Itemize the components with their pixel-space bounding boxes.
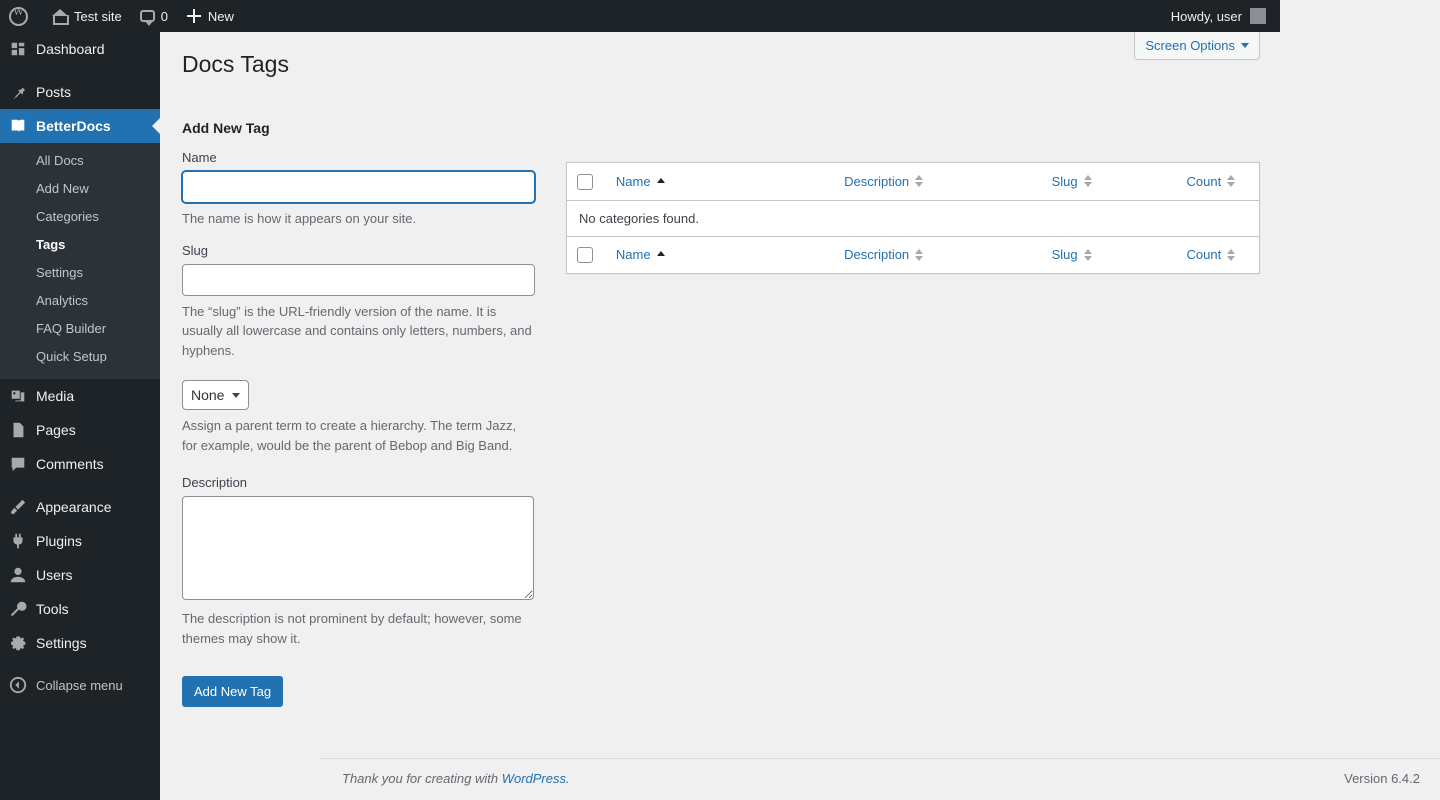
add-new-tag-button[interactable]: Add New Tag <box>182 676 283 707</box>
column-header-count <box>1176 163 1259 201</box>
sort-indicator <box>1084 175 1092 187</box>
brush-icon <box>0 498 36 516</box>
sidebar-item-users[interactable] <box>0 558 160 592</box>
sort-indicator <box>1227 249 1235 261</box>
wordpress-logo-button[interactable] <box>0 0 43 32</box>
tags-table-wrap <box>566 162 1260 274</box>
table-row-empty <box>567 200 1260 236</box>
description-textarea[interactable] <box>182 496 534 600</box>
description-hint: The description is not prominent by default; however, some themes may show it. <box>182 611 522 646</box>
collapse-menu-button[interactable] <box>0 668 160 702</box>
gear-icon <box>0 634 36 652</box>
column-footer-slug <box>1042 236 1177 274</box>
comments-button[interactable] <box>131 0 177 32</box>
sort-indicator <box>915 249 923 261</box>
screen-meta-links <box>1134 32 1260 60</box>
plus-icon <box>186 8 202 24</box>
media-icon <box>0 387 36 405</box>
betterdocs-submenu <box>0 143 160 379</box>
user-icon <box>0 566 36 584</box>
sort-by-count-link-footer[interactable] <box>1186 247 1235 262</box>
name-label: Name <box>182 150 217 165</box>
footer-thanks-prefix: Thank you for creating with <box>342 771 502 786</box>
column-label: Name <box>615 247 651 263</box>
column-footer-description <box>834 236 1041 274</box>
sort-indicator <box>1227 175 1235 187</box>
plug-icon <box>0 532 36 550</box>
parent-description: Assign a parent term to create a hierarchy. The term Jazz, for example, would be the parent of Bebop and Big Band. <box>182 418 517 453</box>
sidebar-item-label: BetterDocs <box>36 118 111 134</box>
slug-field-wrap <box>182 243 542 361</box>
home-icon <box>52 8 68 24</box>
my-account-button[interactable] <box>1162 0 1280 32</box>
sidebar-separator <box>0 66 160 75</box>
column-label: Description <box>844 173 910 189</box>
footer-thanks-suffix: . <box>566 771 570 786</box>
slug-label: Slug <box>182 242 209 258</box>
comments-count: 0 <box>160 8 168 24</box>
sidebar-item-betterdocs[interactable] <box>0 109 160 143</box>
sidebar-item-label: Posts <box>36 84 72 100</box>
avatar <box>1250 8 1266 24</box>
site-name-label: Test site <box>74 8 122 24</box>
column-header-slug <box>1042 163 1177 201</box>
sidebar-item-comments[interactable] <box>0 447 160 481</box>
column-label: Slug <box>1051 173 1078 189</box>
sort-by-name-link[interactable] <box>616 174 665 189</box>
column-footer-name <box>606 236 834 274</box>
column-label: Count <box>1186 247 1222 263</box>
name-input[interactable] <box>182 171 535 203</box>
sidebar-item-settings[interactable] <box>0 626 160 660</box>
column-label: Slug <box>1051 247 1078 263</box>
table-head <box>567 163 1260 201</box>
footer-thanks <box>342 771 570 786</box>
wordpress-logo-icon <box>9 7 28 26</box>
book-icon <box>0 117 36 135</box>
sidebar-item-plugins[interactable] <box>0 524 160 558</box>
screen-options-label: Screen Options <box>1145 38 1235 53</box>
select-all-footer-header <box>567 236 606 274</box>
sort-by-description-link-footer[interactable] <box>844 247 923 262</box>
slug-description: The “slug” is the URL-friendly version of the name. It is usually all lowercase and contains only letters, numbers, and hyphens. <box>182 303 532 358</box>
page-title: Docs Tags <box>182 51 289 77</box>
sort-by-slug-link[interactable] <box>1052 174 1092 189</box>
sidebar-item-label: Users <box>36 567 73 583</box>
admin-footer <box>320 758 1440 800</box>
no-items-message: No categories found. <box>567 200 1260 236</box>
slug-input[interactable] <box>182 264 535 296</box>
sidebar-subitem-quick-setup[interactable]: Quick Setup <box>36 349 107 364</box>
column-header-name <box>606 163 834 201</box>
table-body <box>567 200 1260 236</box>
sidebar-subitem-categories[interactable]: Categories <box>36 209 99 224</box>
parent-select-value: None <box>191 387 225 403</box>
sidebar-item-label: Media <box>36 388 75 404</box>
parent-field-wrap <box>182 380 542 455</box>
site-name-button[interactable] <box>43 0 131 32</box>
sort-by-name-link-footer[interactable] <box>616 247 665 262</box>
description-label: Description <box>182 475 248 490</box>
table-foot <box>567 236 1260 274</box>
sort-indicator <box>915 175 923 187</box>
sidebar-subitem-all-docs[interactable]: All Docs <box>36 153 84 168</box>
sidebar-item-appearance[interactable] <box>0 490 160 524</box>
collapse-icon <box>0 676 36 694</box>
admin-sidebar <box>0 32 160 800</box>
select-all-header <box>567 163 606 201</box>
chevron-down-icon <box>1241 43 1249 48</box>
parent-select[interactable] <box>182 380 249 410</box>
table-header-row <box>567 163 1260 201</box>
sidebar-item-dashboard[interactable] <box>0 32 160 66</box>
new-label: New <box>207 8 234 24</box>
comment-icon <box>0 455 36 473</box>
sort-indicator <box>1084 249 1092 261</box>
footer-version: Version 6.4.2 <box>1344 771 1420 786</box>
page-icon <box>0 421 36 439</box>
column-header-description <box>834 163 1041 201</box>
wrench-icon <box>0 600 36 618</box>
sort-by-description-link[interactable] <box>844 174 923 189</box>
new-content-button[interactable] <box>177 0 243 32</box>
main-content <box>160 32 1420 800</box>
sort-indicator-asc <box>657 251 665 258</box>
pin-icon <box>0 83 36 101</box>
column-footer-count <box>1176 236 1259 274</box>
sidebar-item-label: Comments <box>36 456 104 472</box>
admin-bar <box>0 0 1280 32</box>
sidebar-item-pages[interactable] <box>0 413 160 447</box>
add-tag-form <box>182 120 542 707</box>
description-field-wrap <box>182 475 542 648</box>
sidebar-item-label: Plugins <box>36 533 82 549</box>
wordpress-link[interactable]: WordPress <box>501 771 566 786</box>
column-label: Name <box>615 173 651 189</box>
sidebar-item-media[interactable] <box>0 379 160 413</box>
form-heading: Add New Tag <box>182 120 270 136</box>
table-footer-row <box>567 236 1260 274</box>
sidebar-subitem-tags[interactable]: Tags <box>36 237 66 252</box>
sidebar-item-label: Dashboard <box>36 41 105 57</box>
screen-options-button[interactable] <box>1134 32 1260 60</box>
comment-bubble-icon <box>140 10 155 22</box>
tags-table <box>566 162 1260 274</box>
sidebar-subitem-add-new[interactable]: Add New <box>36 181 89 196</box>
select-all-checkbox[interactable] <box>577 174 593 190</box>
collapse-menu-label: Collapse menu <box>36 677 123 693</box>
sidebar-item-label: Settings <box>36 635 87 651</box>
name-description: The name is how it appears on your site. <box>182 211 417 226</box>
sidebar-item-tools[interactable] <box>0 592 160 626</box>
sort-by-count-link[interactable] <box>1186 174 1235 189</box>
sidebar-subitem-settings[interactable]: Settings <box>36 265 83 280</box>
dashboard-icon <box>0 40 36 58</box>
sidebar-subitem-faq-builder[interactable]: FAQ Builder <box>36 321 107 336</box>
sidebar-item-posts[interactable] <box>0 75 160 109</box>
sidebar-item-label: Pages <box>36 422 76 438</box>
sidebar-item-label: Tools <box>36 601 69 617</box>
chevron-down-icon <box>232 393 240 398</box>
sidebar-separator <box>0 481 160 490</box>
select-all-checkbox-footer[interactable] <box>577 247 593 263</box>
howdy-label: Howdy, user <box>1170 8 1242 24</box>
sidebar-subitem-analytics[interactable]: Analytics <box>36 293 89 308</box>
sidebar-item-label: Appearance <box>36 499 112 515</box>
name-field-wrap <box>182 150 542 229</box>
column-label: Description <box>844 247 910 263</box>
sort-by-slug-link-footer[interactable] <box>1052 247 1092 262</box>
sort-indicator-asc <box>657 178 665 185</box>
column-label: Count <box>1186 173 1222 189</box>
